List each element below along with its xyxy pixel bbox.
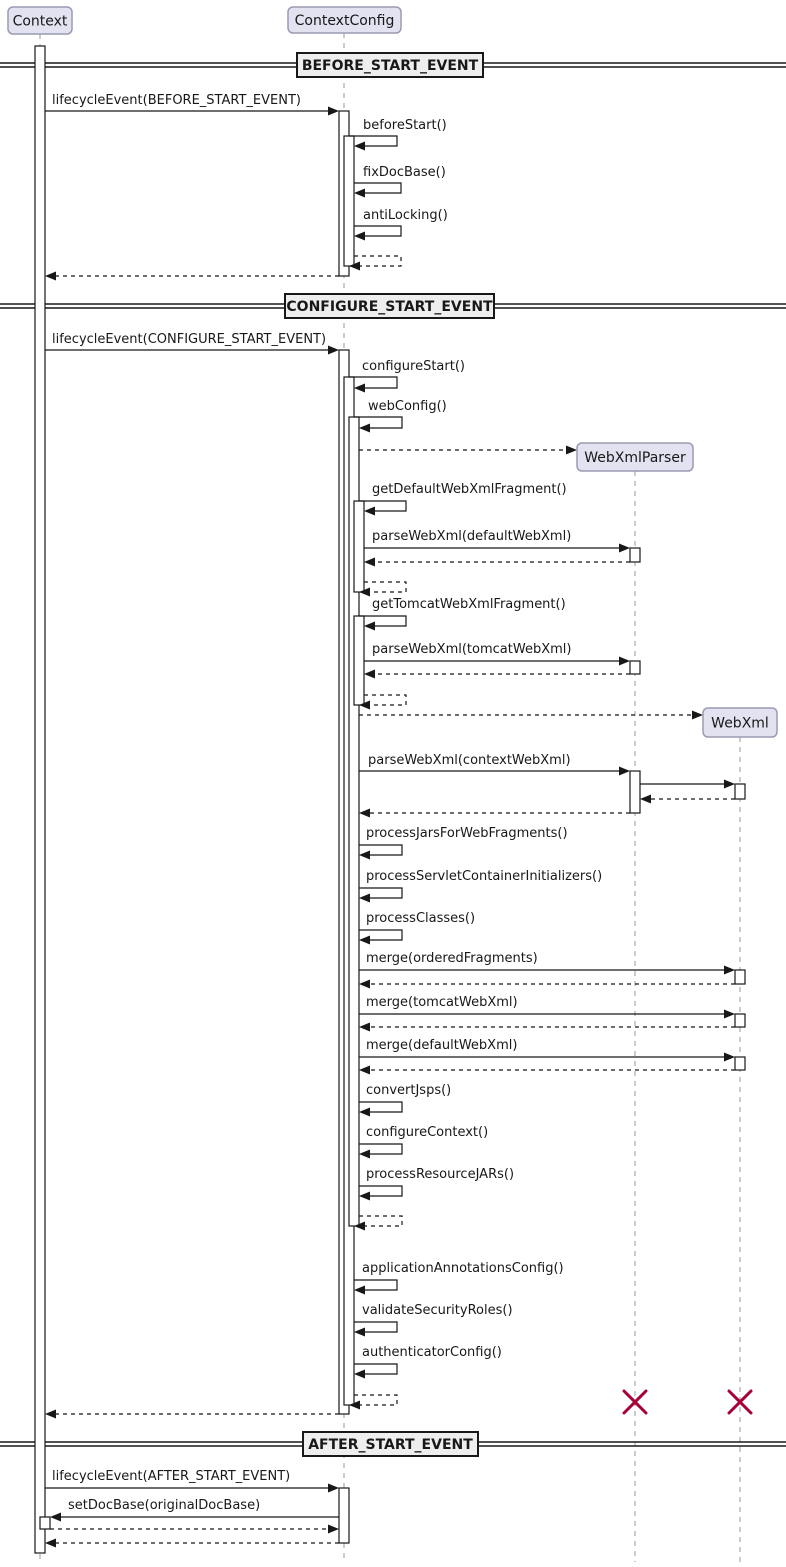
arrowhead-icon bbox=[359, 1066, 370, 1075]
divider-label: BEFORE_START_EVENT bbox=[301, 58, 479, 74]
arrowhead-icon bbox=[50, 1513, 61, 1522]
activation-cc-get-default-fragment bbox=[354, 501, 364, 592]
message-label: authenticatorConfig() bbox=[362, 1345, 502, 1360]
participant-label-context: Context bbox=[12, 13, 68, 30]
arrowhead-icon bbox=[328, 1525, 339, 1534]
message-label: merge(defaultWebXml) bbox=[366, 1038, 518, 1053]
arrowhead-icon bbox=[45, 1539, 56, 1548]
arrowhead-icon bbox=[724, 1053, 735, 1062]
arrowhead-icon bbox=[566, 446, 577, 455]
arrowhead-icon bbox=[359, 809, 370, 818]
message-label: processResourceJARs() bbox=[366, 1167, 515, 1182]
arrowhead-icon bbox=[692, 711, 703, 720]
self-return-arrow bbox=[359, 1216, 402, 1226]
activation-parser-parse-context bbox=[630, 771, 640, 813]
arrowhead-icon bbox=[364, 670, 375, 679]
arrowhead-icon bbox=[359, 936, 370, 945]
arrowhead-icon bbox=[328, 1484, 339, 1493]
arrowhead-icon bbox=[328, 107, 339, 116]
message-label: merge(orderedFragments) bbox=[366, 951, 538, 966]
arrowhead-icon bbox=[328, 346, 339, 355]
participant-label-context-config: ContextConfig bbox=[294, 13, 395, 29]
self-call-arrow bbox=[359, 616, 406, 626]
arrowhead-icon bbox=[359, 980, 370, 989]
arrowhead-icon bbox=[724, 966, 735, 975]
activation-webxml-parse-context bbox=[735, 784, 745, 799]
arrowhead-icon bbox=[354, 142, 365, 151]
message-label: beforeStart() bbox=[363, 118, 447, 133]
participant-label-web-xml-parser: WebXmlParser bbox=[584, 450, 686, 466]
message-label: processServletContainerInitializers() bbox=[366, 869, 603, 884]
arrowhead-icon bbox=[359, 851, 370, 860]
message-label: fixDocBase() bbox=[363, 165, 446, 180]
arrowhead-icon bbox=[359, 894, 370, 903]
message-label: merge(tomcatWebXml) bbox=[366, 995, 518, 1010]
self-return-arrow bbox=[364, 582, 406, 592]
message-label: getTomcatWebXmlFragment() bbox=[372, 597, 566, 612]
arrowhead-icon bbox=[45, 272, 56, 281]
self-call-arrow bbox=[359, 501, 406, 511]
activation-cc-before-inner bbox=[344, 136, 354, 266]
arrowhead-icon bbox=[364, 558, 375, 567]
message-label: parseWebXml(contextWebXml) bbox=[368, 753, 571, 768]
self-call-arrow bbox=[349, 136, 397, 146]
message-label: lifecycleEvent(CONFIGURE_START_EVENT) bbox=[52, 332, 327, 347]
arrowhead-icon bbox=[619, 544, 630, 553]
activation-context-main bbox=[35, 46, 45, 1553]
self-return-arrow bbox=[364, 695, 406, 705]
arrowhead-icon bbox=[364, 507, 375, 516]
self-return-arrow bbox=[354, 256, 401, 266]
message-label: processClasses() bbox=[366, 911, 476, 926]
message-label: configureStart() bbox=[362, 359, 465, 374]
arrowhead-icon bbox=[364, 622, 375, 631]
arrowhead-icon bbox=[619, 767, 630, 776]
message-label: setDocBase(originalDocBase) bbox=[68, 1498, 261, 1513]
message-label: lifecycleEvent(BEFORE_START_EVENT) bbox=[52, 93, 301, 108]
arrowhead-icon bbox=[354, 232, 365, 241]
self-call-arrow bbox=[349, 377, 397, 388]
message-label: parseWebXml(tomcatWebXml) bbox=[372, 642, 572, 657]
arrowhead-icon bbox=[640, 795, 651, 804]
message-label: applicationAnnotationsConfig() bbox=[362, 1261, 564, 1276]
activation-webxml-merge-tomcat bbox=[735, 1014, 745, 1027]
activation-webxml-merge-default bbox=[735, 1057, 745, 1070]
arrowhead-icon bbox=[619, 657, 630, 666]
arrowhead-icon bbox=[45, 1410, 56, 1419]
activation-webxml-merge-ordered bbox=[735, 970, 745, 984]
arrowhead-icon bbox=[354, 1328, 365, 1337]
participant-label-web-xml: WebXml bbox=[711, 715, 769, 732]
arrowhead-icon bbox=[724, 780, 735, 789]
self-call-arrow bbox=[354, 417, 402, 428]
message-label: configureContext() bbox=[366, 1125, 489, 1140]
message-label: processJarsForWebFragments() bbox=[366, 826, 568, 841]
arrowhead-icon bbox=[359, 424, 370, 433]
activation-cc-after-event bbox=[339, 1488, 349, 1543]
arrowhead-icon bbox=[354, 1370, 365, 1379]
divider-label: AFTER_START_EVENT bbox=[308, 1437, 473, 1453]
activation-parser-parse-tomcat bbox=[630, 661, 640, 674]
arrowhead-icon bbox=[354, 1286, 365, 1295]
arrowhead-icon bbox=[354, 384, 365, 393]
arrowhead-icon bbox=[359, 1108, 370, 1117]
arrowhead-icon bbox=[724, 1010, 735, 1019]
message-label: getDefaultWebXmlFragment() bbox=[372, 482, 567, 497]
arrowhead-icon bbox=[359, 1150, 370, 1159]
message-label: convertJsps() bbox=[366, 1083, 452, 1098]
self-return-arrow bbox=[354, 1395, 397, 1405]
message-label: antiLocking() bbox=[363, 208, 448, 223]
arrowhead-icon bbox=[354, 189, 365, 198]
activation-context-setdocbase bbox=[40, 1517, 50, 1529]
activation-parser-parse-default bbox=[630, 548, 640, 562]
arrowhead-icon bbox=[359, 1023, 370, 1032]
message-label: validateSecurityRoles() bbox=[362, 1303, 513, 1318]
message-label: parseWebXml(defaultWebXml) bbox=[372, 529, 572, 544]
activation-cc-get-tomcat-fragment bbox=[354, 616, 364, 705]
message-label: lifecycleEvent(AFTER_START_EVENT) bbox=[52, 1469, 291, 1484]
divider-label: CONFIGURE_START_EVENT bbox=[286, 299, 493, 315]
arrowhead-icon bbox=[359, 1192, 370, 1201]
message-label: webConfig() bbox=[368, 399, 447, 414]
